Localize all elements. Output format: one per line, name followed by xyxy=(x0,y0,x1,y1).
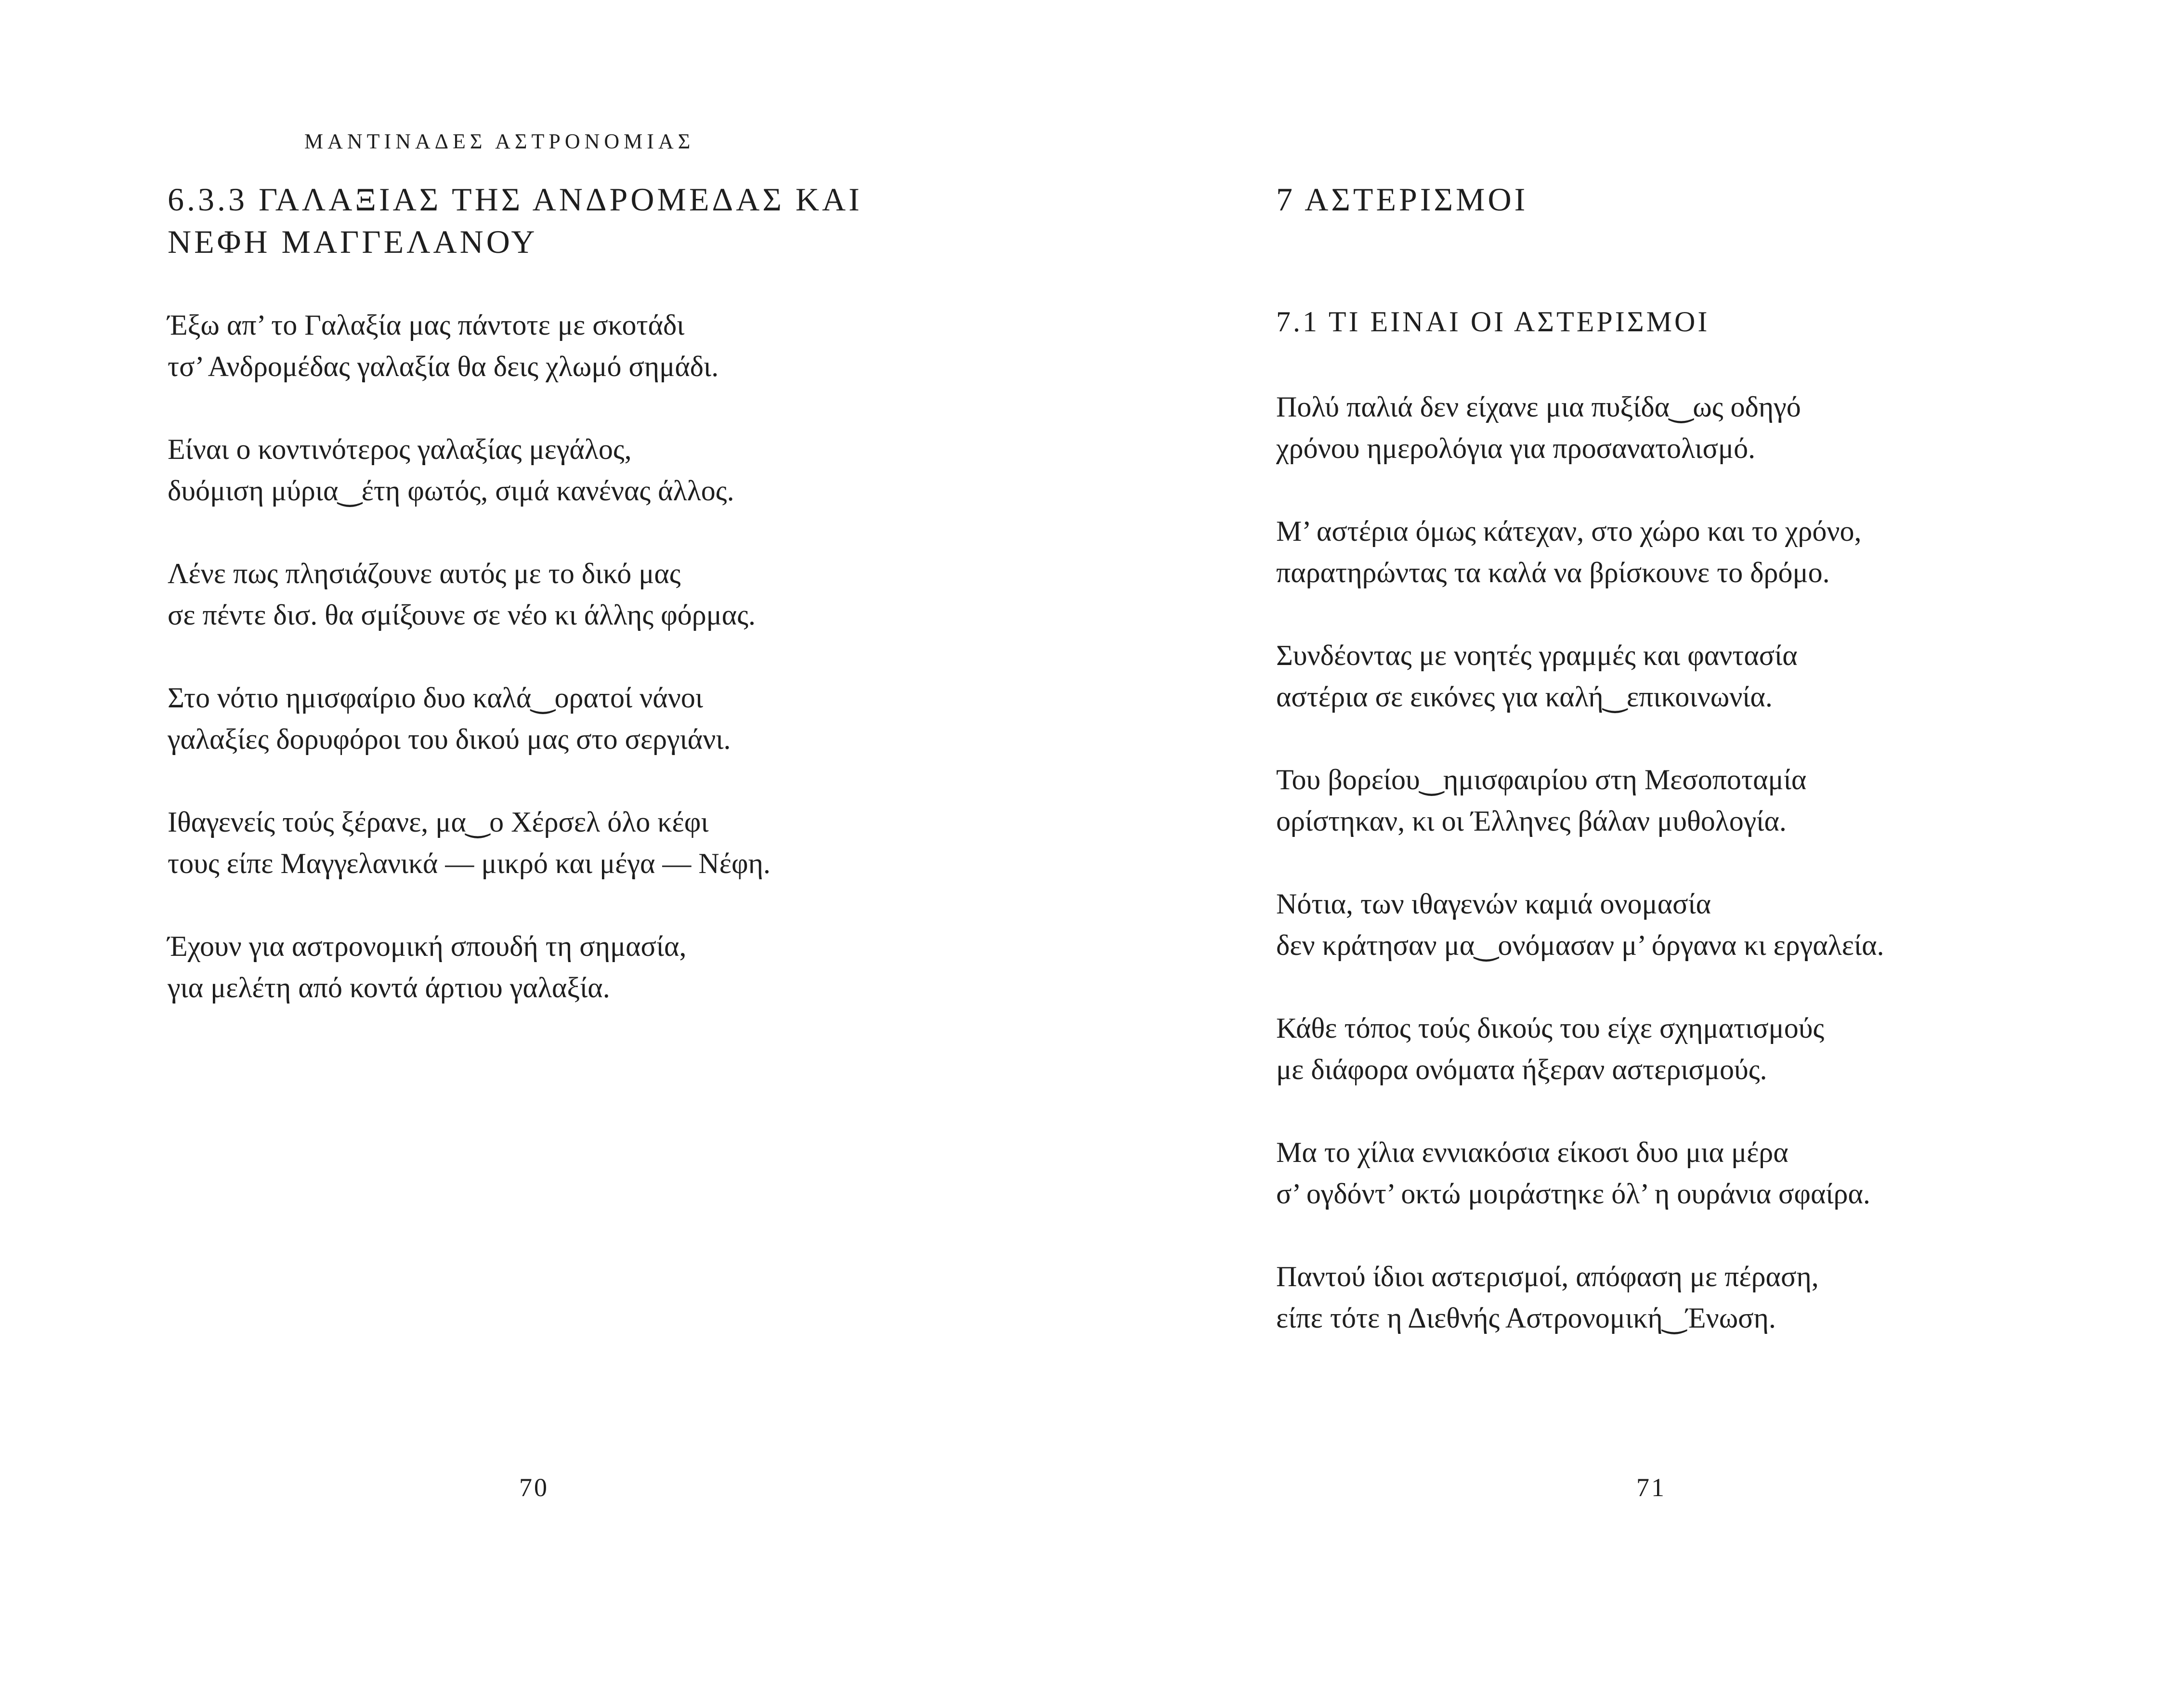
stanza xyxy=(168,801,770,884)
right-page xyxy=(1084,0,2167,1708)
verse-line: είπε τότε η Διεθνής Αστρονομική‿Ένωση. xyxy=(1276,1302,1776,1334)
poem-body xyxy=(168,304,770,1050)
section-heading xyxy=(168,178,862,263)
verse-line: ορίστηκαν, κι οι Έλληνες βάλαν μυθολογία. xyxy=(1276,805,1787,837)
verse-line: για μελέτη από κοντά άρτιου γαλαξία. xyxy=(168,972,610,1004)
running-head: ΜΑΝΤΙΝΑΔΕΣ ΑΣΤΡΟΝΟΜΙΑΣ xyxy=(304,130,695,153)
verse-line: με διάφορα ονόματα ήξεραν αστερισμούς. xyxy=(1276,1054,1767,1085)
verse-line: Συνδέοντας με νοητές γραμμές και φαντασία xyxy=(1276,639,1798,671)
stanza xyxy=(1276,1256,1884,1339)
page-number: 71 xyxy=(1636,1473,1666,1502)
stanza xyxy=(168,553,770,636)
verse-line: σε πέντε δισ. θα σμίξουνε σε νέο κι άλλης φόρμας. xyxy=(168,599,756,631)
verse-line: Έξω απ’ το Γαλαξία μας πάντοτε με σκοτάδι xyxy=(168,309,685,341)
stanza xyxy=(168,677,770,760)
verse-line: παρατηρώντας τα καλά να βρίσκουνε το δρόμο. xyxy=(1276,557,1830,588)
page-number: 70 xyxy=(519,1473,549,1502)
verse-line: Στο νότιο ημισφαίριο δυο καλά‿ορατοί νάνοι xyxy=(168,682,703,714)
stanza xyxy=(1276,883,1884,966)
section-heading-line: 6.3.3 ΓΑΛΑΞΙΑΣ ΤΗΣ ΑΝΔΡΟΜΕΔΑΣ ΚΑΙ xyxy=(168,181,862,218)
chapter-title: 7 ΑΣΤΕΡΙΣΜΟΙ xyxy=(1276,181,1528,218)
verse-line: δεν κράτησαν μα‿ονόμασαν μ’ όργανα κι εργαλεία. xyxy=(1276,929,1884,961)
verse-line: σ’ ογδόντ’ οκτώ μοιράστηκε όλ’ η ουράνια σφαίρα. xyxy=(1276,1178,1870,1210)
verse-line: Κάθε τόπος τούς δικούς του είχε σχηματισμούς xyxy=(1276,1012,1825,1044)
section-title: 7.1 ΤΙ ΕΙΝΑΙ ΟΙ ΑΣΤΕΡΙΣΜΟΙ xyxy=(1276,306,1710,338)
verse-line: γαλαξίες δορυφόροι του δικού μας στο σεργιάνι. xyxy=(168,723,731,755)
stanza xyxy=(168,304,770,387)
verse-line: Του βορείου‿ημισφαιρίου στη Μεσοποταμία xyxy=(1276,764,1807,795)
verse-line: Είναι ο κοντινότερος γαλαξίας μεγάλος, xyxy=(168,433,632,465)
verse-line: χρόνου ημερολόγια για προσανατολισμό. xyxy=(1276,432,1756,464)
verse-line: Λένε πως πλησιάζουνε αυτός με το δικό μας xyxy=(168,558,681,589)
verse-line: τους είπε Μαγγελανικά — μικρό και μέγα — Νέφη. xyxy=(168,847,770,879)
stanza xyxy=(1276,510,1884,593)
verse-line: Παντού ίδιοι αστερισμοί, απόφαση με πέραση, xyxy=(1276,1261,1819,1292)
verse-line: αστέρια σε εικόνες για καλή‿επικοινωνία. xyxy=(1276,681,1773,713)
stanza xyxy=(1276,759,1884,842)
verse-line: Ιθαγενείς τούς ξέρανε, μα‿ο Χέρσελ όλο κέφι xyxy=(168,806,709,838)
verse-line: τσ’ Ανδρομέδας γαλαξία θα δεις χλωμό σημάδι. xyxy=(168,351,719,382)
stanza xyxy=(168,429,770,511)
stanza xyxy=(1276,635,1884,717)
stanza xyxy=(168,926,770,1008)
stanza xyxy=(1276,1007,1884,1090)
verse-line: δυόμιση μύρια‿έτη φωτός, σιμά κανένας άλλος. xyxy=(168,475,734,507)
poem-body xyxy=(1276,386,1884,1380)
verse-line: Έχουν για αστρονομική σπουδή τη σημασία, xyxy=(168,930,687,962)
verse-line: Μα το χίλια εννιακόσια είκοσι δυο μια μέρα xyxy=(1276,1136,1788,1168)
stanza xyxy=(1276,386,1884,469)
section-heading-line: ΝΕΦΗ ΜΑΓΓΕΛΑΝΟΥ xyxy=(168,223,538,260)
verse-line: Νότια, των ιθαγενών καμιά ονομασία xyxy=(1276,888,1711,920)
verse-line: Πολύ παλιά δεν είχανε μια πυξίδα‿ως οδηγό xyxy=(1276,391,1801,423)
stanza xyxy=(1276,1132,1884,1214)
verse-line: Μ’ αστέρια όμως κάτεχαν, στο χώρο και το χρόνο, xyxy=(1276,515,1862,547)
